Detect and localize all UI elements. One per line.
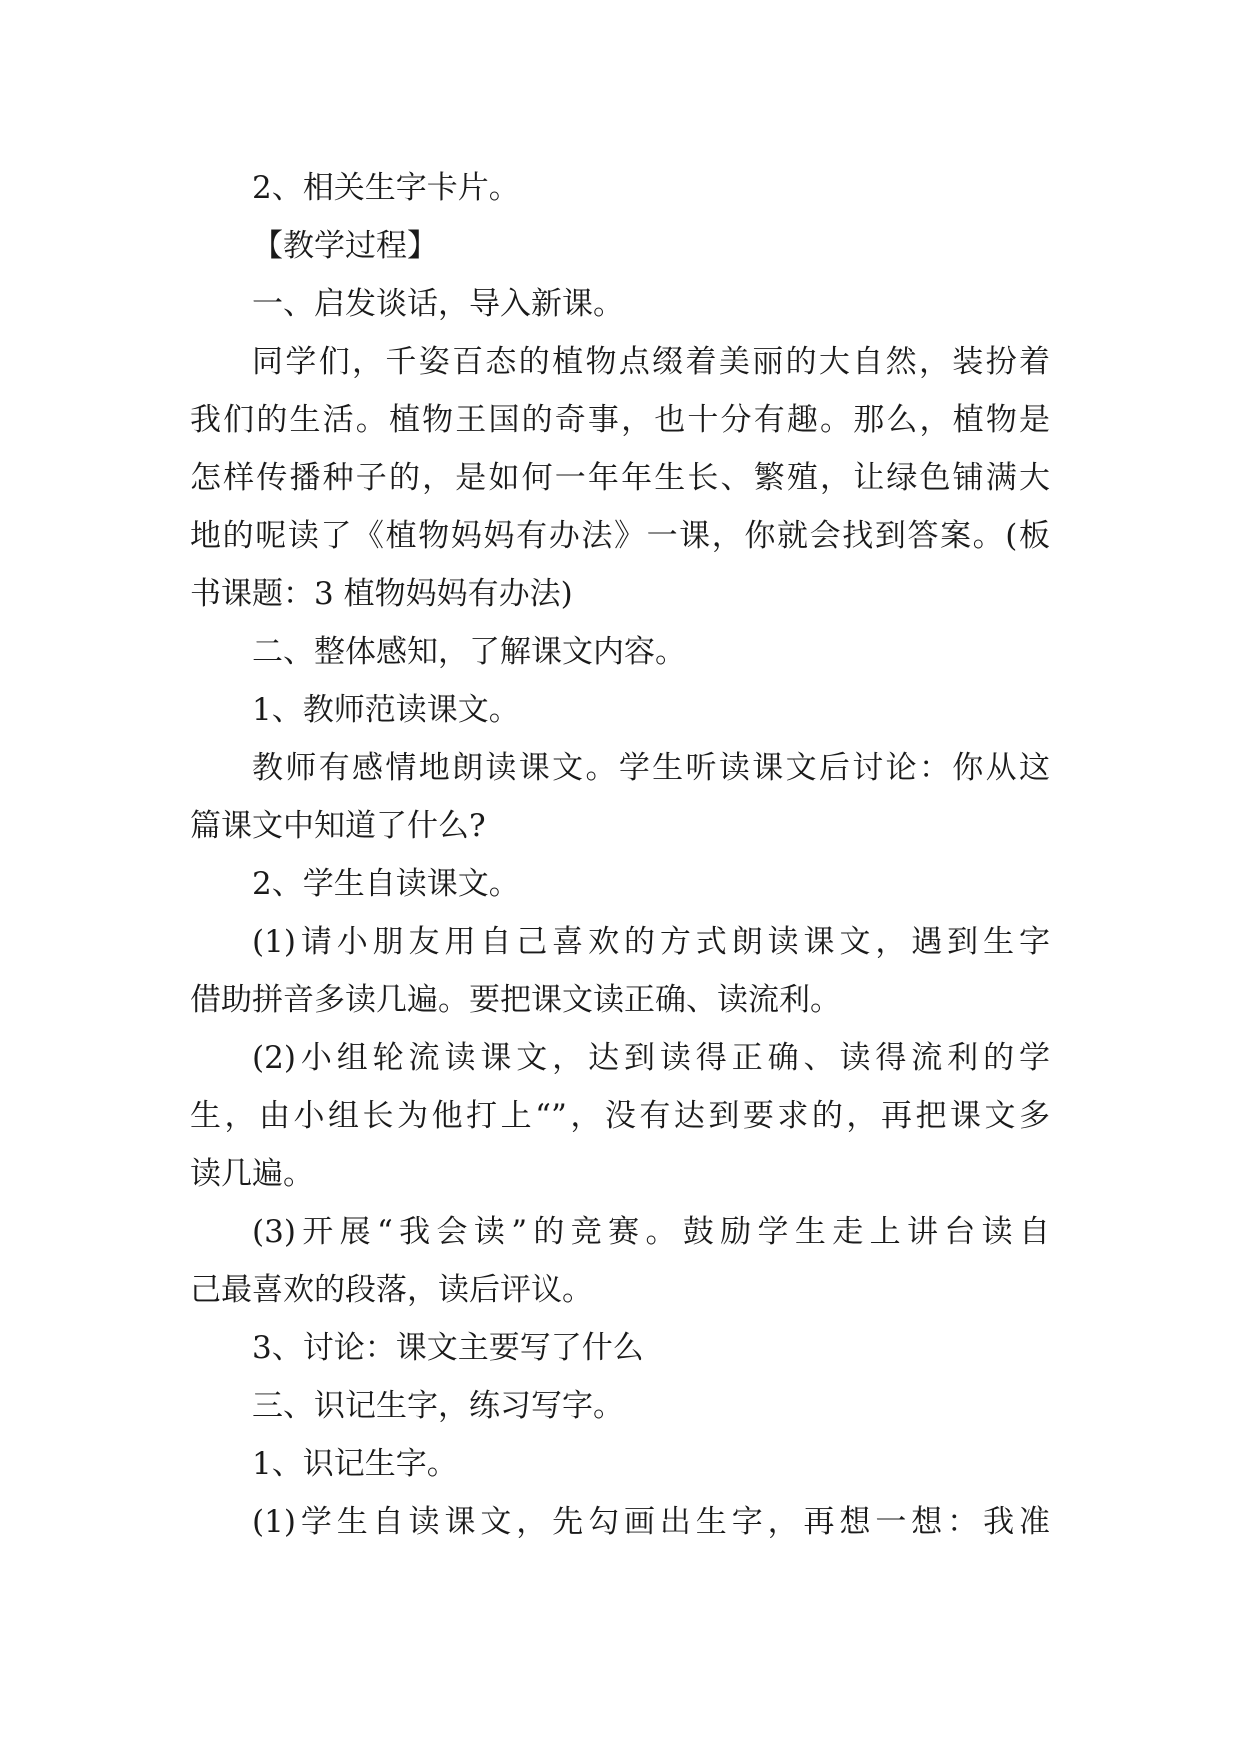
text-line: 地的呢读了《植物妈妈有办法》一课，你就会找到答案。(板 (190, 518, 1050, 554)
text-line: 二、整体感知，了解课文内容。 (252, 634, 686, 670)
text-line: 我们的生活。植物王国的奇事，也十分有趣。那么，植物是 (190, 402, 1050, 438)
text-line: 2、相关生字卡片。 (252, 170, 520, 206)
text-line: 怎样传播种子的，是如何一年年生长、繁殖，让绿色铺满大 (190, 460, 1050, 496)
text-line: 己最喜欢的段落，读后评议。 (190, 1272, 593, 1308)
text-line: 教师有感情地朗读课文。学生听读课文后讨论：你从这 (252, 750, 1050, 786)
text-line: 生，由小组长为他打上“”，没有达到要求的，再把课文多 (190, 1098, 1050, 1134)
text-line: 一、启发谈话，导入新课。 (252, 286, 624, 322)
text-line: 读几遍。 (190, 1156, 314, 1192)
text-line: 篇课文中知道了什么? (190, 808, 486, 844)
text-line: 1、教师范读课文。 (252, 692, 520, 728)
section-heading: 【教学过程】 (252, 228, 438, 264)
text-line: (1)请小朋友用自己喜欢的方式朗读课文，遇到生字 (252, 924, 1050, 960)
text-line: (1)学生自读课文，先勾画出生字，再想一想：我准 (252, 1504, 1050, 1540)
text-line: (3)开展“我会读”的竞赛。鼓励学生走上讲台读自 (252, 1214, 1050, 1250)
text-line: 书课题：3 植物妈妈有办法) (190, 576, 573, 612)
text-line: 2、学生自读课文。 (252, 866, 520, 902)
text-line: 3、讨论：课文主要写了什么 (252, 1330, 644, 1366)
text-line: (2)小组轮流读课文，达到读得正确、读得流利的学 (252, 1040, 1050, 1076)
text-line: 1、识记生字。 (252, 1446, 458, 1482)
text-line: 三、识记生字，练习写字。 (252, 1388, 624, 1424)
text-line: 借助拼音多读几遍。要把课文读正确、读流利。 (190, 982, 841, 1018)
text-line: 同学们，千姿百态的植物点缀着美丽的大自然，装扮着 (252, 344, 1050, 380)
